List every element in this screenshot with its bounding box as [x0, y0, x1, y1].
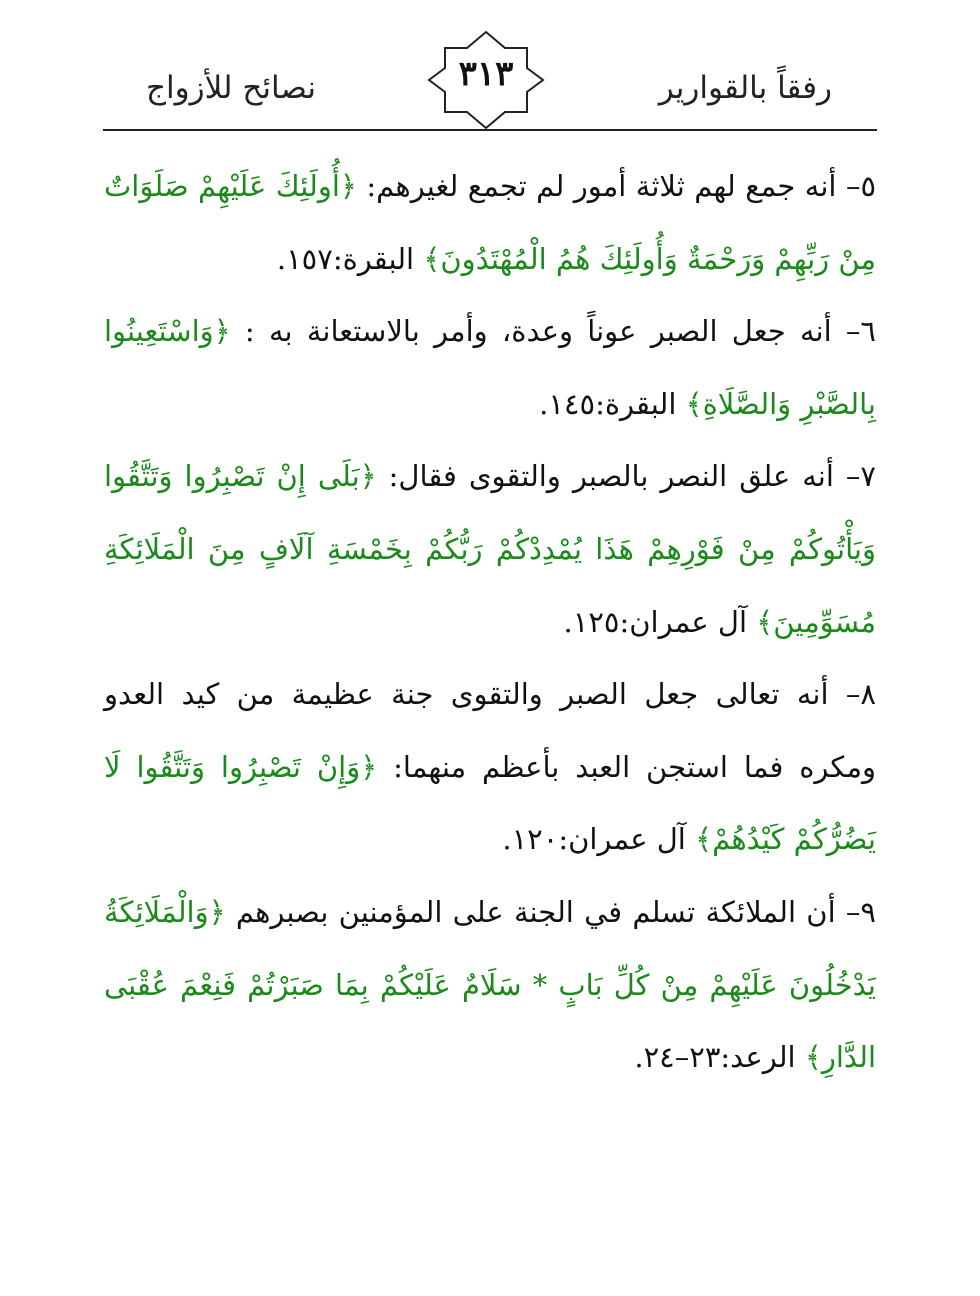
list-item: [104, 876, 876, 1094]
item-text: أنه جمع لهم ثلاثة أمور لم تجمع لغيرهم:: [356, 169, 846, 203]
list-item: [104, 658, 876, 876]
quran-verse: ﴿أُولَئِكَ عَلَيْهِمْ صَلَوَاتٌ مِنْ رَبِّهِمْ وَرَحْمَةٌ وَأُولَئِكَ هُمُ الْمُهْتَدُونَ﴾: [104, 169, 876, 276]
item-number: ٧–: [845, 459, 876, 494]
item-text: أنه تعالى جعل الصبر والتقوى جنة عظيمة من كيد العدو ومكره فما استجن العبد بأعظم منهما:: [104, 677, 876, 784]
item-text: أنه جعل الصبر عوناً وعدة، وأمر بالاستعانة به :: [230, 314, 846, 349]
verse-reference: البقرة:١٤٥.: [539, 386, 686, 421]
verse-reference: آل عمران:١٢٥.: [563, 604, 757, 639]
quran-verse: ﴿وَإِنْ تَصْبِرُوا وَتَتَّقُوا لَا يَضُرُّكُمْ كَيْدُهُمْ﴾: [104, 749, 876, 857]
header-rule: [103, 129, 877, 131]
page-number: ٣١٣: [458, 54, 514, 94]
chapter-title: نصائح للأزواج: [146, 70, 316, 106]
page-header: [0, 30, 980, 135]
verse-reference: آل عمران:١٢٠.: [502, 822, 696, 857]
item-number: ٩–: [845, 894, 876, 929]
item-text: أن الملائكة تسلم في الجنة على المؤمنين بصبرهم: [225, 894, 846, 929]
item-number: ٨–: [845, 677, 876, 712]
item-text: أنه علق النصر بالصبر والتقوى فقال:: [376, 459, 846, 494]
page-body: [104, 150, 876, 1094]
book-title: رفقاً بالقوارير: [658, 70, 832, 106]
item-number: ٦–: [845, 314, 876, 349]
quran-verse: ﴿وَالْمَلَائِكَةُ يَدْخُلُونَ عَلَيْهِمْ مِنْ كُلِّ بَابٍ * سَلَامٌ عَلَيْكُمْ بِمَا صَبَرْتُمْ فَنِعْمَ عُقْبَى الدَّارِ﴾: [104, 894, 876, 1075]
verse-reference: الرعد:٢٣–٢٤.: [634, 1040, 805, 1075]
verse-reference: البقرة:١٥٧.: [276, 241, 424, 276]
list-item: [104, 440, 876, 658]
item-number: ٥–: [845, 169, 877, 203]
quran-verse: ﴿وَاسْتَعِينُوا بِالصَّبْرِ وَالصَّلَاةِ﴾: [104, 314, 876, 421]
list-item: [104, 295, 876, 440]
quran-verse: ﴿بَلَى إِنْ تَصْبِرُوا وَتَتَّقُوا وَيَأْتُوكُمْ مِنْ فَوْرِهِمْ هَذَا يُمْدِدْكُمْ رَبُّكُمْ بِخَمْسَةِ آلَافٍ مِنَ الْمَلَائِكَةِ مُسَوِّمِينَ﴾: [104, 459, 876, 639]
list-item: [104, 150, 876, 295]
